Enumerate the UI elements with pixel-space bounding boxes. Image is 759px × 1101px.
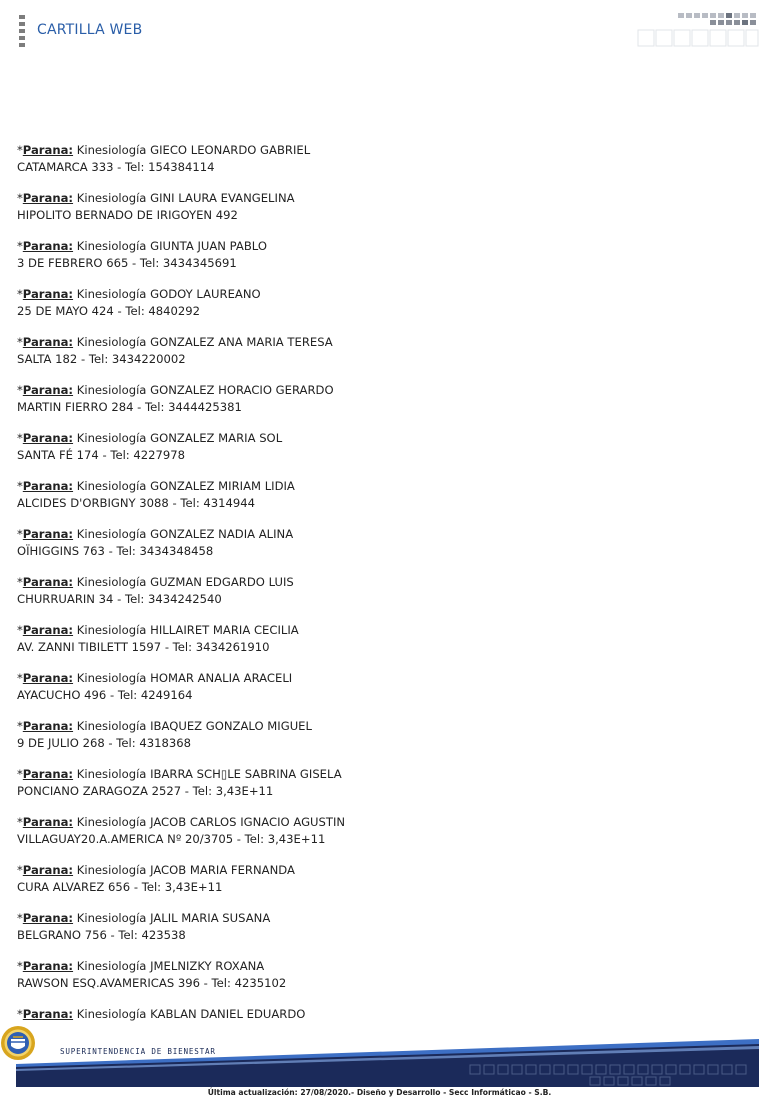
provider-entry xyxy=(17,814,717,847)
provider-header xyxy=(17,862,717,879)
provider-name: HILLAIRET MARIA CECILIA xyxy=(150,623,299,637)
provider-entry xyxy=(17,478,717,511)
specialty-label: Kinesiología xyxy=(76,719,147,733)
provider-name: JACOB MARIA FERNANDA xyxy=(150,863,295,877)
bullet-asterisk: * xyxy=(17,479,23,493)
specialty-label: Kinesiología xyxy=(76,863,147,877)
specialty-label: Kinesiología xyxy=(76,623,147,637)
city-label: Parana: xyxy=(22,911,74,925)
provider-name: GONZALEZ ANA MARIA TERESA xyxy=(150,335,333,349)
provider-address: AYACUCHO 496 - Tel: 4249164 xyxy=(17,687,193,702)
provider-name: GODOY LAUREANO xyxy=(150,287,261,301)
footer-banner-icon xyxy=(0,1025,759,1087)
provider-header xyxy=(17,622,717,639)
bullet-asterisk: * xyxy=(17,527,23,541)
provider-header xyxy=(17,430,717,447)
page-header xyxy=(0,0,759,60)
bullet-asterisk: * xyxy=(17,143,23,157)
provider-entry xyxy=(17,238,717,271)
provider-address: VILLAGUAY20.A.AMERICA Nº 20/3705 - Tel: 3,43E+11 xyxy=(17,831,326,846)
provider-name: GONZALEZ NADIA ALINA xyxy=(150,527,294,541)
provider-entry xyxy=(17,622,717,655)
provider-entry xyxy=(17,334,717,367)
city-label: Parana: xyxy=(22,815,74,829)
specialty-label: Kinesiología xyxy=(76,431,147,445)
provider-header xyxy=(17,286,717,303)
specialty-label: Kinesiología xyxy=(76,383,147,397)
provider-header xyxy=(17,478,717,495)
specialty-label: Kinesiología xyxy=(76,143,147,157)
provider-name: GONZALEZ MIRIAM LIDIA xyxy=(150,479,295,493)
bullet-asterisk: * xyxy=(17,191,23,205)
provider-address: SANTA FÉ 174 - Tel: 4227978 xyxy=(17,447,186,462)
provider-list xyxy=(17,142,717,1038)
provider-header xyxy=(17,718,717,735)
bullet-asterisk: * xyxy=(17,911,23,925)
provider-header xyxy=(17,910,717,927)
provider-name: GIECO LEONARDO GABRIEL xyxy=(150,143,311,157)
provider-header xyxy=(17,526,717,543)
provider-header xyxy=(17,190,717,207)
provider-entry xyxy=(17,670,717,703)
specialty-label: Kinesiología xyxy=(76,191,147,205)
city-label: Parana: xyxy=(22,527,74,541)
provider-address: CATAMARCA 333 - Tel: 154384114 xyxy=(17,159,215,174)
specialty-label: Kinesiología xyxy=(76,671,147,685)
bullet-asterisk: * xyxy=(17,431,23,445)
provider-header xyxy=(17,814,717,831)
city-label: Parana: xyxy=(22,143,74,157)
provider-name: HOMAR ANALIA ARACELI xyxy=(150,671,293,685)
bullet-asterisk: * xyxy=(17,815,23,829)
provider-name: IBARRA SCH▯LE SABRINA GISELA xyxy=(150,767,342,781)
provider-entry xyxy=(17,190,717,223)
provider-address: RAWSON ESQ.AVAMERICAS 396 - Tel: 4235102 xyxy=(17,975,287,990)
specialty-label: Kinesiología xyxy=(76,239,147,253)
page-footer xyxy=(0,1025,759,1101)
city-label: Parana: xyxy=(22,719,74,733)
provider-name: GUZMAN EDGARDO LUIS xyxy=(150,575,294,589)
provider-address: CHURRUARIN 34 - Tel: 3434242540 xyxy=(17,591,222,606)
provider-address: 25 DE MAYO 424 - Tel: 4840292 xyxy=(17,303,201,318)
provider-address: HIPOLITO BERNADO DE IRIGOYEN 492 xyxy=(17,207,238,222)
provider-entry xyxy=(17,910,717,943)
provider-header xyxy=(17,574,717,591)
bullet-asterisk: * xyxy=(17,671,23,685)
provider-entry xyxy=(17,862,717,895)
bullet-asterisk: * xyxy=(17,767,23,781)
specialty-label: Kinesiología xyxy=(76,815,147,829)
provider-name: GINI LAURA EVANGELINA xyxy=(150,191,295,205)
bullet-asterisk: * xyxy=(17,1007,23,1021)
specialty-label: Kinesiología xyxy=(76,911,147,925)
city-label: Parana: xyxy=(22,479,74,493)
specialty-label: Kinesiología xyxy=(76,959,147,973)
provider-name: JALIL MARIA SUSANA xyxy=(150,911,271,925)
specialty-label: Kinesiología xyxy=(76,335,147,349)
provider-name: GONZALEZ MARIA SOL xyxy=(150,431,283,445)
provider-name: JMELNIZKY ROXANA xyxy=(150,959,265,973)
provider-entry xyxy=(17,766,717,799)
city-label: Parana: xyxy=(22,671,74,685)
provider-header xyxy=(17,958,717,975)
city-label: Parana: xyxy=(22,575,74,589)
page-title: CARTILLA WEB xyxy=(37,22,143,38)
provider-address: CURA ALVAREZ 656 - Tel: 3,43E+11 xyxy=(17,879,223,894)
provider-address: OÏHIGGINS 763 - Tel: 3434348458 xyxy=(17,543,214,558)
specialty-label: Kinesiología xyxy=(76,479,147,493)
provider-header xyxy=(17,142,717,159)
provider-entry xyxy=(17,430,717,463)
provider-name: GIUNTA JUAN PABLO xyxy=(150,239,267,253)
provider-entry xyxy=(17,718,717,751)
bullet-asterisk: * xyxy=(17,383,23,397)
provider-name: GONZALEZ HORACIO GERARDO xyxy=(150,383,334,397)
provider-header xyxy=(17,238,717,255)
bullet-asterisk: * xyxy=(17,623,23,637)
specialty-label: Kinesiología xyxy=(76,527,147,541)
city-label: Parana: xyxy=(22,287,74,301)
specialty-label: Kinesiología xyxy=(76,1007,147,1021)
provider-address: 9 DE JULIO 268 - Tel: 4318368 xyxy=(17,735,191,750)
provider-header xyxy=(17,670,717,687)
provider-entry xyxy=(17,526,717,559)
city-label: Parana: xyxy=(22,335,74,349)
superintendencia-seal-icon xyxy=(0,1025,36,1061)
city-label: Parana: xyxy=(22,959,74,973)
provider-name: IBAQUEZ GONZALO MIGUEL xyxy=(150,719,312,733)
provider-address: 3 DE FEBRERO 665 - Tel: 3434345691 xyxy=(17,255,237,270)
provider-name: JACOB CARLOS IGNACIO AGUSTIN xyxy=(150,815,346,829)
bullet-asterisk: * xyxy=(17,239,23,253)
provider-entry xyxy=(17,574,717,607)
provider-header xyxy=(17,1006,717,1023)
provider-header xyxy=(17,382,717,399)
last-update-text: Última actualización: 27/08/2020.- Diseño y Desarrollo - Secc Informáticao - S.B. xyxy=(207,1088,552,1097)
city-label: Parana: xyxy=(22,623,74,637)
provider-entry xyxy=(17,142,717,175)
pixel-decoration-icon xyxy=(634,8,759,48)
bullet-asterisk: * xyxy=(17,863,23,877)
bullet-asterisk: * xyxy=(17,719,23,733)
provider-address: BELGRANO 756 - Tel: 423538 xyxy=(17,927,186,942)
provider-name: KABLAN DANIEL EDUARDO xyxy=(150,1007,306,1021)
header-bar-icon xyxy=(19,15,25,47)
provider-address: SALTA 182 - Tel: 3434220002 xyxy=(17,351,186,366)
provider-entry xyxy=(17,958,717,991)
bullet-asterisk: * xyxy=(17,959,23,973)
city-label: Parana: xyxy=(22,431,74,445)
provider-header xyxy=(17,334,717,351)
provider-entry xyxy=(17,286,717,319)
city-label: Parana: xyxy=(22,767,74,781)
provider-address: MARTIN FIERRO 284 - Tel: 3444425381 xyxy=(17,399,242,414)
organization-name: SUPERINTENDENCIA DE BIENESTAR xyxy=(60,1047,216,1056)
provider-header xyxy=(17,766,717,783)
city-label: Parana: xyxy=(22,239,74,253)
provider-address: AV. ZANNI TIBILETT 1597 - Tel: 3434261910 xyxy=(17,639,270,654)
bullet-asterisk: * xyxy=(17,335,23,349)
city-label: Parana: xyxy=(22,1007,74,1021)
bullet-asterisk: * xyxy=(17,287,23,301)
city-label: Parana: xyxy=(22,863,74,877)
specialty-label: Kinesiología xyxy=(76,575,147,589)
provider-address: PONCIANO ZARAGOZA 2527 - Tel: 3,43E+11 xyxy=(17,783,274,798)
provider-address: ALCIDES D'ORBIGNY 3088 - Tel: 4314944 xyxy=(17,495,256,510)
bullet-asterisk: * xyxy=(17,575,23,589)
specialty-label: Kinesiología xyxy=(76,767,147,781)
city-label: Parana: xyxy=(22,383,74,397)
city-label: Parana: xyxy=(22,191,74,205)
provider-entry xyxy=(17,1006,717,1023)
specialty-label: Kinesiología xyxy=(76,287,147,301)
provider-entry xyxy=(17,382,717,415)
